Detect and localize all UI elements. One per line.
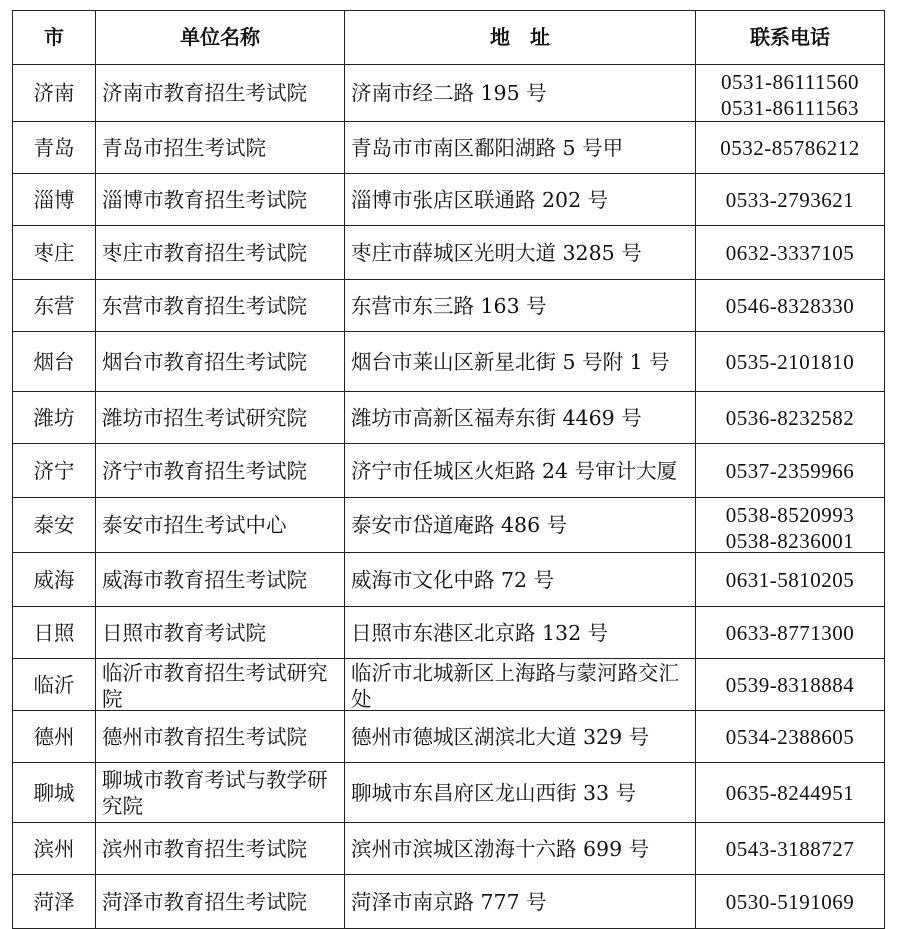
city-name: 烟台: [33, 349, 75, 374]
phone-list: [696, 724, 884, 750]
city-name: 日照: [33, 620, 75, 645]
city-cell: [13, 174, 96, 226]
phone-number: 0631-5810205: [725, 567, 855, 592]
phone-number: 0535-2101810: [725, 349, 855, 374]
unit-name: 潍坊市招生考试研究院: [102, 405, 307, 430]
city-cell: [13, 280, 96, 332]
city-cell: [13, 498, 96, 553]
unit-cell: [96, 226, 345, 280]
city-cell: [13, 875, 96, 929]
unit-cell: [96, 553, 345, 607]
admissions-office-table: [12, 10, 885, 929]
table-header-row: [13, 11, 885, 65]
unit-cell: [96, 332, 345, 392]
table-body: [13, 65, 885, 929]
phone-list: [696, 620, 884, 646]
address: 东营市东三路 163 号: [351, 293, 547, 318]
phone-cell: [696, 823, 885, 875]
phone-list: [696, 780, 884, 806]
unit-name: 威海市教育招生考试院: [102, 567, 307, 592]
table-row: [13, 763, 885, 823]
phone-list: [696, 293, 884, 319]
address-cell: [345, 280, 696, 332]
unit-cell: [96, 823, 345, 875]
phone-list: [696, 458, 884, 484]
phone-cell: [696, 392, 885, 444]
address-cell: [345, 65, 696, 122]
address-cell: [345, 763, 696, 823]
phone-number: 0539-8318884: [725, 672, 855, 697]
address-cell: [345, 332, 696, 392]
city-name: 淄博: [33, 187, 75, 212]
phone-cell: [696, 659, 885, 711]
phone-list: [696, 405, 884, 431]
unit-name: 滨州市教育招生考试院: [102, 836, 307, 861]
header-unit-name: 单位名称: [96, 11, 345, 65]
address-cell: [345, 444, 696, 498]
city-cell: [13, 763, 96, 823]
city-cell: [13, 607, 96, 659]
phone-number: 0534-2388605: [725, 724, 855, 749]
unit-name: 枣庄市教育招生考试院: [102, 240, 307, 265]
phone-list: [696, 69, 884, 121]
table-row: [13, 607, 885, 659]
address-cell: [345, 392, 696, 444]
table-row: [13, 553, 885, 607]
unit-name: 临沂市教育招生考试研究院: [102, 660, 328, 710]
unit-cell: [96, 280, 345, 332]
table-row: [13, 498, 885, 553]
city-cell: [13, 444, 96, 498]
table-row: [13, 659, 885, 711]
address-cell: [345, 607, 696, 659]
phone-cell: [696, 226, 885, 280]
phone-cell: [696, 332, 885, 392]
city-name: 济南: [33, 81, 75, 105]
table-row: [13, 65, 885, 122]
phone-number: 0635-8244951: [725, 780, 855, 805]
phone-list: [696, 502, 884, 552]
phone-number: 0633-8771300: [725, 620, 855, 645]
address: 淄博市张店区联通路 202 号: [351, 187, 609, 212]
unit-name: 济南市教育招生考试院: [102, 81, 307, 105]
unit-cell: [96, 392, 345, 444]
city-cell: [13, 65, 96, 122]
address: 济南市经二路 195 号: [351, 81, 547, 105]
unit-cell: [96, 875, 345, 929]
address-cell: [345, 711, 696, 763]
phone-number: 0530-5191069: [725, 889, 855, 914]
phone-cell: [696, 65, 885, 122]
city-name: 滨州: [33, 836, 75, 861]
phone-cell: [696, 122, 885, 174]
city-cell: [13, 711, 96, 763]
address-cell: [345, 823, 696, 875]
city-cell: [13, 553, 96, 607]
city-name: 东营: [33, 293, 75, 318]
unit-name: 德州市教育招生考试院: [102, 724, 307, 749]
unit-cell: [96, 174, 345, 226]
city-cell: [13, 392, 96, 444]
table-row: [13, 875, 885, 929]
unit-name: 聊城市教育考试与教学研究院: [102, 767, 328, 818]
city-name: 菏泽: [33, 889, 75, 914]
address-cell: [345, 122, 696, 174]
unit-name: 泰安市招生考试中心: [102, 513, 287, 537]
phone-number: 0543-3188727: [725, 836, 855, 861]
address: 烟台市莱山区新星北街 5 号附 1 号: [351, 349, 670, 374]
city-name: 威海: [33, 567, 75, 592]
table-row: [13, 174, 885, 226]
table-row: [13, 226, 885, 280]
phone-list: [696, 889, 884, 915]
table-row: [13, 711, 885, 763]
address: 威海市文化中路 72 号: [351, 567, 555, 592]
unit-name: 烟台市教育招生考试院: [102, 349, 307, 374]
phone-number: 0538-8520993: [725, 503, 855, 527]
city-cell: [13, 332, 96, 392]
address: 菏泽市南京路 777 号: [351, 889, 547, 914]
phone-number: 0632-3337105: [725, 240, 855, 265]
unit-name: 菏泽市教育招生考试院: [102, 889, 307, 914]
address: 聊城市东昌府区龙山西街 33 号: [351, 780, 637, 805]
phone-list: [696, 187, 884, 213]
city-cell: [13, 122, 96, 174]
table-row: [13, 444, 885, 498]
phone-number: 0546-8328330: [725, 293, 855, 318]
address: 济宁市任城区火炬路 24 号审计大厦: [351, 458, 678, 483]
address-cell: [345, 498, 696, 553]
phone-cell: [696, 711, 885, 763]
address: 枣庄市薛城区光明大道 3285 号: [351, 240, 642, 265]
phone-cell: [696, 444, 885, 498]
address: 滨州市滨城区渤海十六路 699 号: [351, 836, 650, 861]
city-name: 德州: [33, 724, 75, 749]
city-cell: [13, 226, 96, 280]
phone-list: [696, 672, 884, 698]
phone-cell: [696, 553, 885, 607]
city-name: 临沂: [33, 672, 75, 697]
address: 日照市东港区北京路 132 号: [351, 620, 609, 645]
city-name: 聊城: [33, 780, 75, 805]
header-address: 地 址: [345, 11, 696, 65]
unit-name: 淄博市教育招生考试院: [102, 187, 307, 212]
phone-list: [696, 567, 884, 593]
admissions-office-table-wrapper: [12, 10, 884, 929]
unit-name: 日照市教育考试院: [102, 620, 266, 645]
phone-list: [696, 349, 884, 375]
phone-number: 0533-2793621: [725, 187, 855, 212]
table-row: [13, 280, 885, 332]
phone-cell: [696, 174, 885, 226]
phone-list: [696, 135, 884, 161]
address: 临沂市北城新区上海路与蒙河路交汇处: [351, 660, 679, 710]
unit-name: 济宁市教育招生考试院: [102, 458, 307, 483]
address: 德州市德城区湖滨北大道 329 号: [351, 724, 650, 749]
unit-cell: [96, 444, 345, 498]
unit-cell: [96, 763, 345, 823]
city-name: 潍坊: [33, 405, 75, 430]
phone-cell: [696, 280, 885, 332]
table-row: [13, 332, 885, 392]
phone-number: 0531-86111560: [721, 70, 859, 94]
address-cell: [345, 226, 696, 280]
phone-list: [696, 836, 884, 862]
address: 泰安市岱道庵路 486 号: [351, 513, 568, 537]
address: 青岛市市南区鄱阳湖路 5 号甲: [351, 135, 624, 160]
unit-cell: [96, 65, 345, 122]
address-cell: [345, 553, 696, 607]
phone-number: 0537-2359966: [725, 458, 855, 483]
unit-cell: [96, 122, 345, 174]
phone-list: [696, 240, 884, 266]
unit-name: 东营市教育招生考试院: [102, 293, 307, 318]
city-name: 济宁: [33, 458, 75, 483]
phone-cell: [696, 875, 885, 929]
phone-cell: [696, 498, 885, 553]
unit-cell: [96, 711, 345, 763]
city-cell: [13, 659, 96, 711]
address-cell: [345, 875, 696, 929]
phone-number: 0536-8232582: [725, 405, 855, 430]
city-name: 枣庄: [33, 240, 75, 265]
table-row: [13, 823, 885, 875]
address-cell: [345, 659, 696, 711]
address: 潍坊市高新区福寿东街 4469 号: [351, 405, 642, 430]
phone-number: 0538-8236001: [725, 529, 855, 552]
address-cell: [345, 174, 696, 226]
header-phone: 联系电话: [696, 11, 885, 65]
phone-cell: [696, 763, 885, 823]
city-cell: [13, 823, 96, 875]
phone-cell: [696, 607, 885, 659]
unit-cell: [96, 659, 345, 711]
unit-name: 青岛市招生考试院: [102, 135, 266, 160]
table-row: [13, 122, 885, 174]
phone-number: 0531-86111563: [721, 96, 859, 120]
city-name: 青岛: [33, 135, 75, 160]
unit-cell: [96, 498, 345, 553]
phone-number: 0532-85786212: [720, 135, 860, 160]
unit-cell: [96, 607, 345, 659]
city-name: 泰安: [33, 513, 75, 537]
table-row: [13, 392, 885, 444]
header-city: 市: [13, 11, 96, 65]
